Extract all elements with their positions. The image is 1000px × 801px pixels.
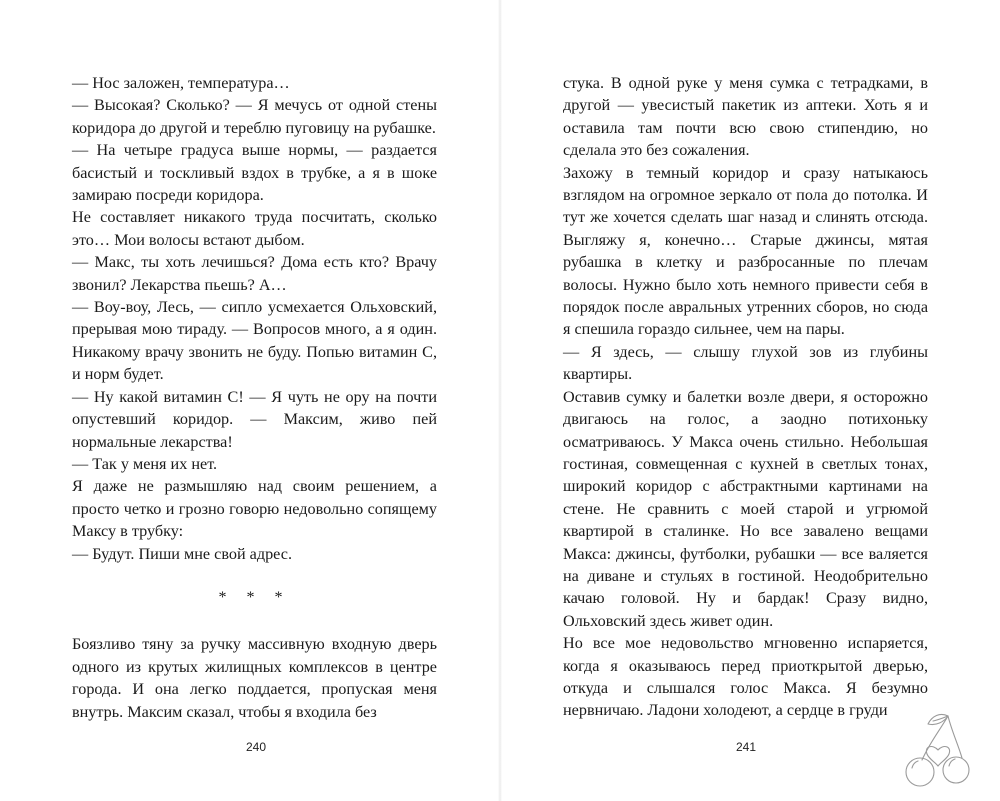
paragraph: Не составляет никакого труда посчитать, сколько это… Мои волосы встают дыбом. [72, 208, 437, 249]
paragraph: Я даже не размышляю над своим решением, а просто четко и грозно говорю недовольно сопящему Максу в трубку: [72, 477, 437, 541]
paragraph: — Так у меня их нет. [72, 454, 218, 473]
right-page-text [563, 72, 928, 722]
cherry-highlight-icon [912, 761, 918, 768]
paragraph: — Будут. Пиши мне свой адрес. [72, 544, 292, 563]
paragraph: стука. В одной руке у меня сумка с тетрадками, в другой — увесистый пакетик из аптеки. Хоть я и оставила там почти всю свою стипендию, но сделала это без сожаления. [563, 74, 928, 160]
cherry-icon [900, 706, 980, 796]
paragraph: Но все мое недовольство мгновенно испаряется, когда я оказываюсь перед приоткрытой дверью, откуда и слышался голос Макса. Я безумно нервничаю. Ладони холодеют, а сердце в груди [563, 634, 928, 720]
paragraph: — Высокая? Сколько? — Я мечусь от одной стены коридора до другой и тереблю пуговицу на рубашке. [72, 96, 437, 137]
cherry-fruit-icon [906, 758, 934, 786]
paragraph: — Нос заложен, температура… [72, 74, 290, 92]
paragraph: Оставив сумку и балетки возле двери, я осторожно двигаюсь на голос, а заодно потихоньку осматриваюсь. У Макса очень стильно. Небольшая гостиная, совмещенная с кухней в светлых тонах, широкий коридор с абстрактными картинами на стене. Не сравнить с моей старой и угрюмой квартирой в сталинке. Но все завалено вещами Макса: джинсы, футболки, рубашки — все валяется на диване и стульях в гостиной. Неодобрительно качаю головой. Ну и бардак! Сразу видно, Ольховский здесь живет один. [563, 387, 928, 630]
cherry-fruit-icon [943, 757, 969, 783]
paragraph: — На четыре градуса выше нормы, — раздается басистый и тоскливый вздох в трубке, а я в шоке замираю посреди коридора. [72, 141, 437, 205]
left-page [72, 72, 437, 723]
paragraph: — Я здесь, — слышу глухой зов из глубины квартиры. [563, 342, 928, 384]
page-number-right: 241 [735, 740, 757, 754]
paragraph: — Ну какой витамин С! — Я чуть не ору на почти опустевший коридор. — Максим, живо пей нормальные лекарства! [72, 387, 437, 451]
book-gutter [498, 0, 502, 801]
paragraph: Боязливо тяну за ручку массивную входную дверь одного из крутых жилищных комплексов в центре города. И она легко поддается, пропуская меня внутрь. Максим сказал, чтобы я входила без [72, 635, 437, 721]
cherry-highlight-icon [949, 759, 955, 766]
page-number-left: 240 [245, 740, 267, 754]
cherry-heart-icon [926, 747, 949, 766]
left-page-text [72, 72, 437, 723]
paragraph: — Воу-воу, Лесь, — сипло усмехается Ольховский, прерывая мою тираду. — Вопросов много, а я один. Никакому врачу звонить не буду. Попью витамин С, и норм будет. [72, 298, 437, 384]
section-separator: * * * [218, 588, 291, 606]
paragraph: Захожу в темный коридор и сразу натыкаюсь взглядом на огромное зеркало от пола до потолка. И тут же хочется сделать шаг назад и слинять отсюда. Выгляжу я, конечно… Старые джинсы, мятая рубашка в клетку и разбросанные по плечам волосы. Нужно было хоть немного привести себя в порядок после авральных утренних сборов, но сюда я спешила гораздо сильнее, чем на пары. [563, 163, 928, 339]
cherry-stem-icon [922, 716, 948, 760]
right-page [563, 72, 928, 722]
paragraph: — Макс, ты хоть лечишься? Дома есть кто? Врачу звонил? Лекарства пьешь? А… [72, 253, 437, 294]
